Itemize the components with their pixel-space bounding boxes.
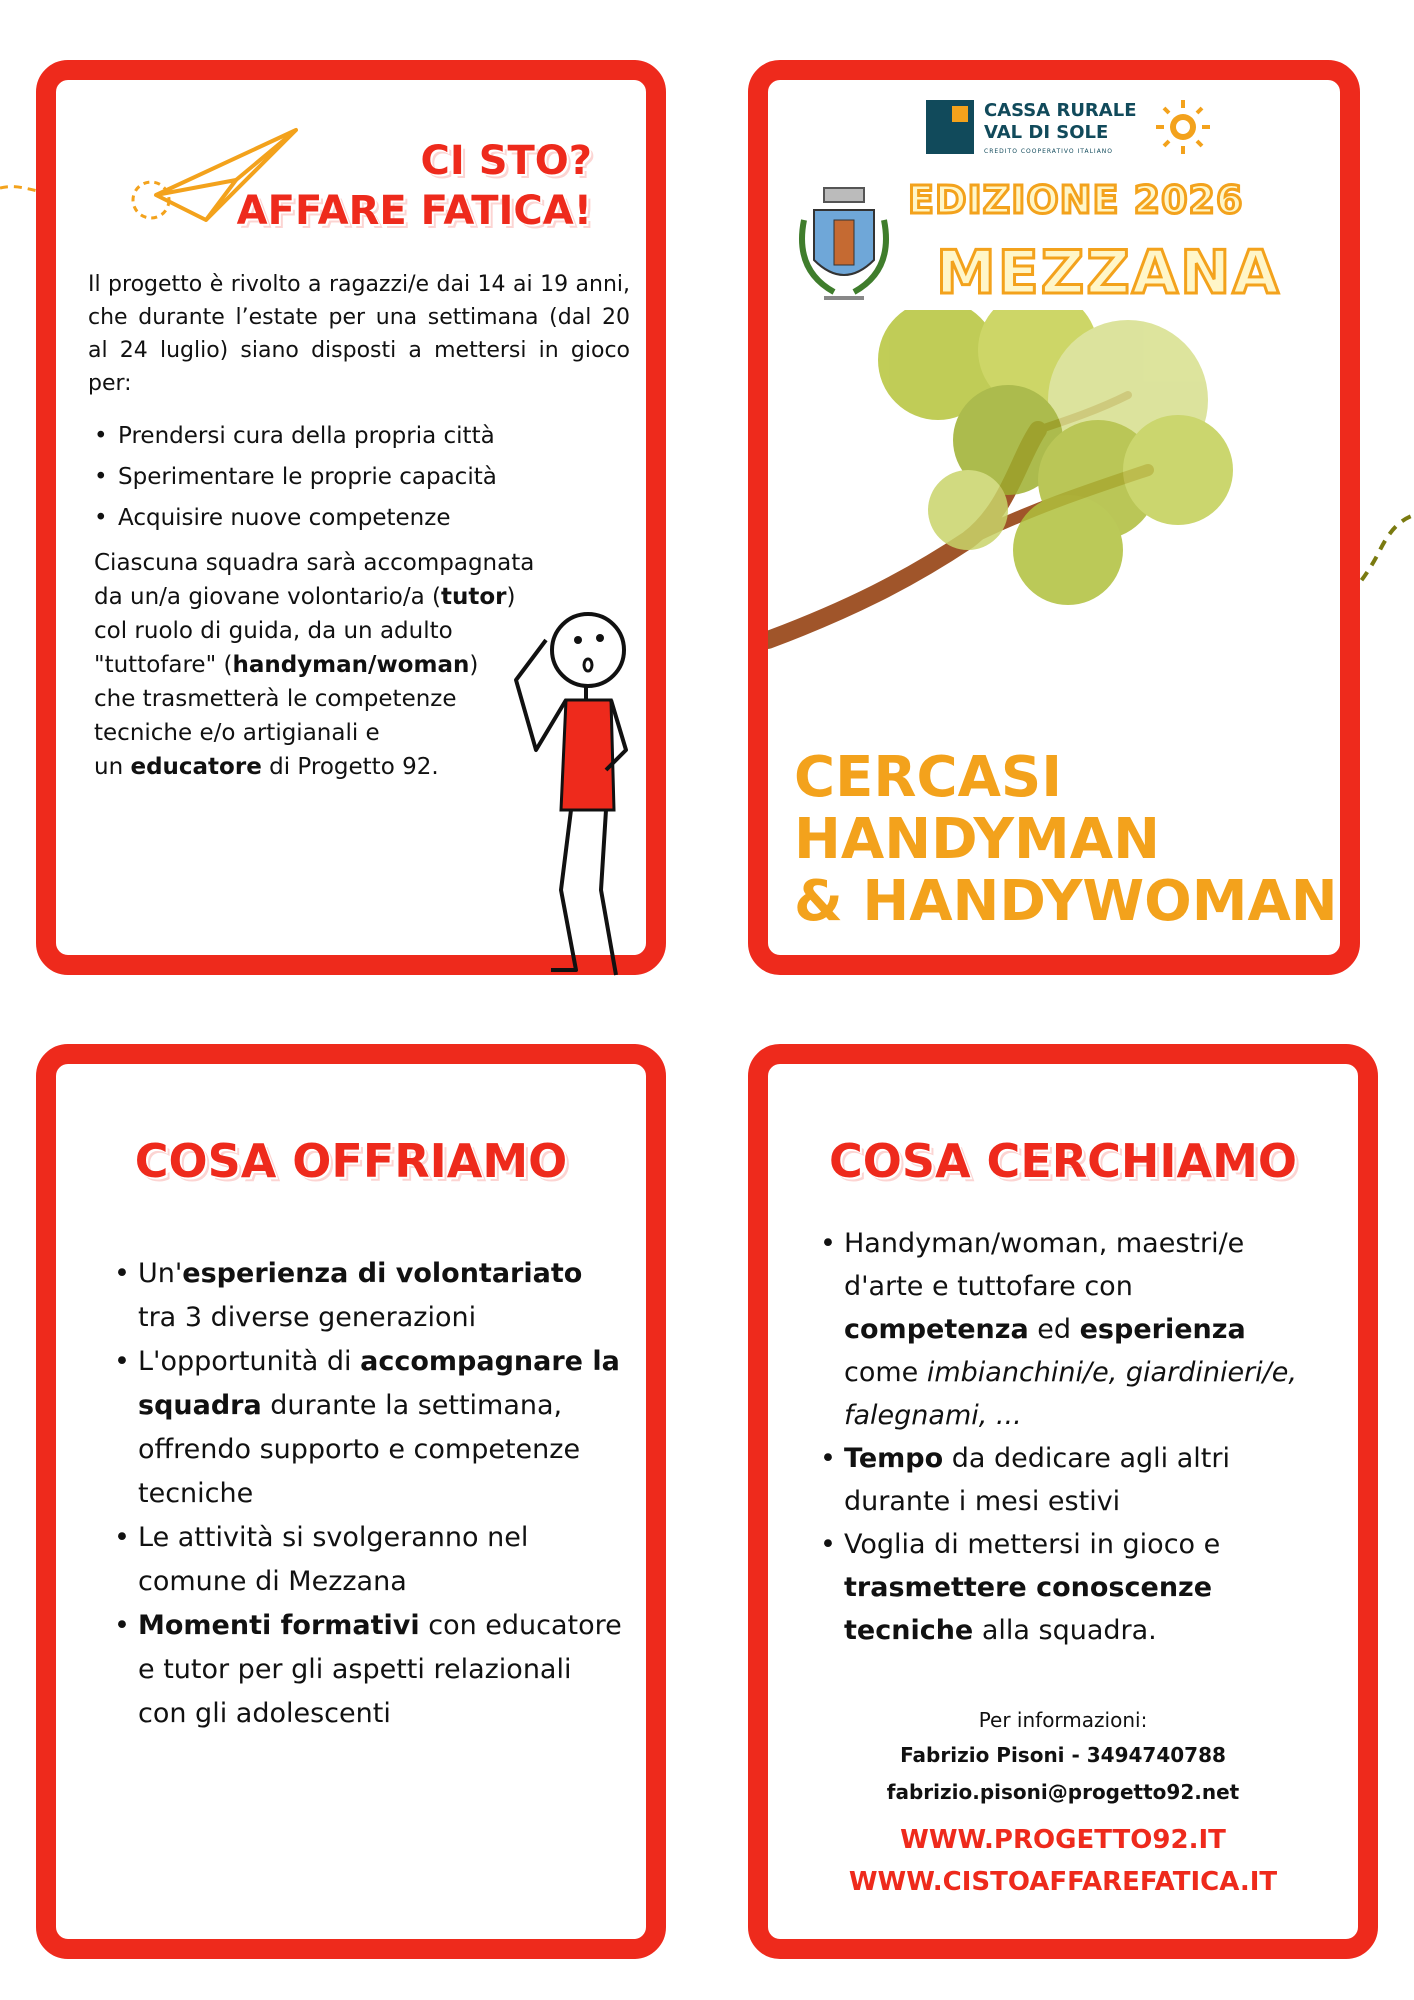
bank-logo <box>926 94 1216 162</box>
list-item: • Le attività si svolgeranno nel comune di Mezzana <box>108 1516 628 1604</box>
contact-email[interactable]: fabrizio.pisoni@progetto92.net <box>886 1780 1240 1804</box>
list-item: • Momenti formativi con educatore e tutor per gli aspetti relazionali con gli adolescenti <box>108 1604 628 1736</box>
edition-label: EDIZIONE 2026 <box>908 178 1244 222</box>
offer-list <box>108 1252 628 1736</box>
headline-line3: & HANDYWOMAN <box>794 869 1338 934</box>
team-line: che trasmetterà le competenze <box>94 686 457 712</box>
website-link-cistoaffarefatica[interactable]: WWW.CISTOAFFAREFATICA.IT <box>848 1867 1278 1897</box>
team-line: un educatore di Progetto 92. <box>94 754 439 780</box>
website-link-progetto92[interactable]: WWW.PROGETTO92.IT <box>900 1825 1226 1855</box>
thinking-stick-figure-illustration <box>506 600 666 980</box>
poster-card <box>748 60 1360 975</box>
card-title-line2: AFFARE FATICA! <box>236 188 592 234</box>
municipal-coat-of-arms-icon <box>794 180 894 310</box>
contact-name-phone: Fabrizio Pisoni - 3494740788 <box>900 1743 1226 1767</box>
team-line: Ciascuna squadra sarà accompagnata <box>94 550 535 576</box>
list-item: • Handyman/woman, maestri/e d'arte e tuttofare con competenza ed esperienza come imbianchini/e, giardinieri/e, falegnami, ... <box>814 1222 1314 1437</box>
card-title: COSA OFFRIAMO <box>134 1134 568 1188</box>
team-description <box>94 546 554 784</box>
contact-block <box>768 1704 1358 1902</box>
tree-branch-illustration <box>768 310 1340 730</box>
intro-paragraph: Il progetto è rivolto a ragazzi/e dai 14 ai 19 anni, che durante l’estate per una settimana (dal 20 al 24 luglio) siano disposti a mettersi in gioco per: <box>88 272 630 396</box>
info-label: Per informazioni: <box>978 1708 1148 1732</box>
town-label: MEZZANA <box>936 238 1281 308</box>
card-title: COSA CERCHIAMO <box>828 1134 1298 1188</box>
card-title-line1: CI STO? <box>420 138 592 184</box>
what-we-seek-card <box>748 1044 1378 1959</box>
list-item: • Prendersi cura della propria città <box>88 416 628 457</box>
team-line: col ruolo di guida, da un adulto <box>94 618 453 644</box>
list-item: • Un'esperienza di volontariato tra 3 diverse generazioni <box>108 1252 628 1340</box>
seek-list <box>814 1222 1314 1652</box>
headline-line1: CERCASI <box>794 745 1063 810</box>
list-item: • Sperimentare le proprie capacità <box>88 457 628 498</box>
team-line: tecniche e/o artigianali e <box>94 720 380 746</box>
list-item: • Voglia di mettersi in gioco e trasmettere conoscenze tecniche alla squadra. <box>814 1523 1314 1652</box>
bank-logo-mark-icon <box>926 100 974 154</box>
what-we-offer-card <box>36 1044 666 1959</box>
list-item: • Acquisire nuove competenze <box>88 498 628 539</box>
list-item: • Tempo da dedicare agli altri durante i mesi estivi <box>814 1437 1314 1523</box>
bank-tagline: CREDITO COOPERATIVO ITALIANO <box>984 148 1114 155</box>
team-line: "tuttofare" (handyman/woman) <box>94 652 479 678</box>
goals-list <box>88 416 628 539</box>
bank-name-line2: VAL DI SOLE <box>984 122 1109 143</box>
intro-card <box>36 60 666 975</box>
sun-icon <box>1154 98 1212 156</box>
bank-name-line1: CASSA RURALE <box>984 100 1137 121</box>
headline-line2: HANDYMAN <box>794 807 1160 872</box>
list-item: • L'opportunità di accompagnare la squadra durante la settimana, offrendo supporto e competenze tecniche <box>108 1340 628 1516</box>
team-line: da un/a giovane volontario/a (tutor) <box>94 584 516 610</box>
